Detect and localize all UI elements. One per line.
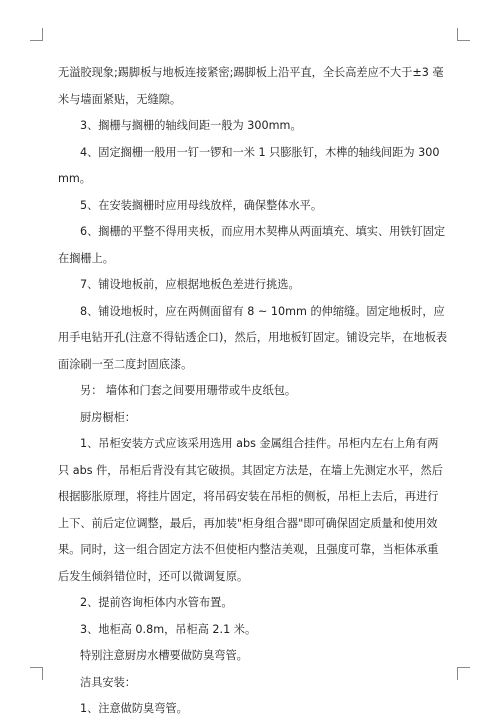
paragraph-cabinet-item-3: 3、地柜高 0.8m，吊柜高 2.1 米。 bbox=[80, 622, 257, 636]
paragraph-item-7: 7、铺设地板前，应根据地板色差进行挑选。 bbox=[80, 278, 300, 291]
page-corner-mark-top-right bbox=[457, 28, 470, 41]
page-corner-mark-top-left bbox=[30, 28, 43, 41]
paragraph-item-8: 8、铺设地板时，应在两侧面留有 8 ~ 10mm 的伸缩缝。固定地板时，应用手电钻开孔(注意不得钻透企口)，然后，用地板钉固定。铺设完毕，在地板表面涂刷一至二度封固底漆。 bbox=[58, 304, 448, 371]
paragraph-note: 另： 墙体和门套之间要用珊带或牛皮纸包。 bbox=[80, 384, 297, 397]
page-corner-mark-bottom-left bbox=[30, 667, 43, 680]
paragraph-item-3: 3、搁栅与搁栅的轴线间距一般为 300mm。 bbox=[80, 119, 302, 132]
paragraph-sink-note: 特别注意厨房水槽要做防臭弯管。 bbox=[80, 649, 248, 662]
page-corner-mark-bottom-right bbox=[457, 667, 470, 680]
paragraph-item-5: 5、在安装搁栅时应用母线放样，确保整体水平。 bbox=[80, 198, 323, 212]
paragraph-item-4: 4、固定搁栅一般用一钉一锣和一米 1 只膨胀钉，木榫的轴线间距为 300mm。 bbox=[58, 145, 440, 185]
paragraph-sanitary-item-1: 1、注意做防臭弯管。 bbox=[80, 702, 188, 715]
paragraph-cabinet-item-1: 1、吊柜安装方式应该采用选用 abs 金属组合挂件。吊柜内左右上角有两只 abs 件，吊柜后背没有其它破损。其固定方法是，在墙上先测定水平，然后根据膨胀原理，将挂片固定，将吊码安装在吊柜的侧板，吊柜上去后，再进行上下、前后定位调整，最后，再加装"柜身组合器"即可确保固定质量和使用效果。同时，这一组合固定方法不但使柜内整洁美观，且强度可靠，当柜体承重后发生倾斜错位时，还可以微调复原。 bbox=[58, 437, 443, 583]
section-heading-sanitary-ware: 洁具安装： bbox=[80, 675, 136, 689]
paragraph-cabinet-item-2: 2、提前咨询柜体内水管布置。 bbox=[80, 596, 233, 609]
paragraph-continuation: 无溢胶现象;踢脚板与地板连接紧密;踢脚板上沿平直，全长高差应不大于±3 毫米与墙面紧贴，无缝隙。 bbox=[58, 66, 444, 106]
section-heading-kitchen-cabinets: 厨房橱柜： bbox=[80, 410, 136, 424]
paragraph-item-6: 6、搁栅的平整不得用夹板，而应用木契榫从两面填充、填实、用铁钉固定在搁栅上。 bbox=[58, 225, 446, 265]
document-body bbox=[58, 60, 448, 723]
